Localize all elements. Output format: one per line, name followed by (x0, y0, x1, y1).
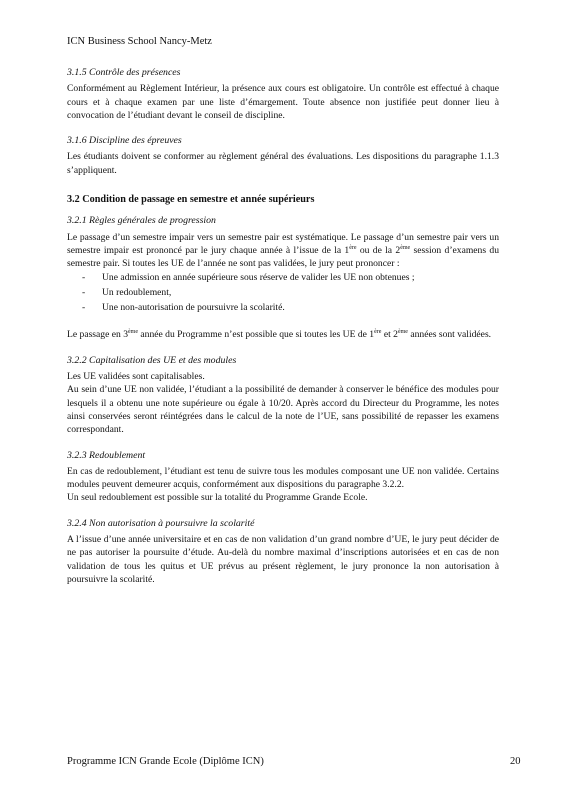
paragraph: A l’issue d’une année universitaire et en cas de non validation d’un grand nombre d’UE, le jury peut décider de ne pas autoriser la poursuite d’étude. Au-delà du nombre maximal d’inscriptions autorisées et en cas de non validation de tous les quitus et UE prévus au présent règlement, le jury prononce la non autorisation à poursuivre la scolarité. (67, 534, 499, 585)
section-title-3-1-5: 3.1.5 Contrôle des présences (67, 67, 181, 78)
section-title-3-2-3: 3.2.3 Redoublement (67, 449, 146, 461)
section-title-3-2: 3.2 Condition de passage en semestre et année supérieurs (67, 194, 315, 206)
paragraph: Le passage en 3ème année du Programme n’est possible que si toutes les UE de 1ère et 2ème années sont validées. (67, 329, 492, 341)
paragraph: Au sein d’une UE non validée, l’étudiant a la possibilité de demander à conserver le bénéfice des modules pour lesquels il a obtenu une note supérieure ou égale à 10/20. Après accord du Directeur du Programme, les notes ainsi conservées seront réintégrées dans le calcul de la note de l’UE, sans possibilité de repasser les examens correspondant. (67, 384, 499, 436)
list-item: - Une admission en année supérieure sous réserve de valider les UE non obtenues ; (82, 271, 499, 284)
section-title-3-2-4: 3.2.4 Non autorisation à poursuivre la scolarité (67, 517, 255, 529)
section-title-3-2-2: 3.2.2 Capitalisation des UE et des modules (67, 354, 237, 366)
list-item: - Une non-autorisation de poursuivre la scolarité. (82, 301, 499, 314)
paragraph: Les UE validées sont capitalisables. (67, 371, 205, 383)
page-content (67, 66, 499, 586)
paragraph: Les étudiants doivent se conformer au règlement général des évaluations. Les dispositions du paragraphe 1.1.3 s’appliquent. (67, 151, 499, 176)
section-title-3-1-6: 3.1.6 Discipline des épreuves (67, 135, 182, 147)
page-header: ICN Business School Nancy-Metz (67, 36, 212, 47)
paragraph: Le passage d’un semestre impair vers un semestre pair est systématique. Le passage d’un semestre pair vers un semestre impair est prononcé par le jury chaque année à l’issue de la 1ère ou de la 2ème session d’examens du semestre pair. Si toutes les UE de l’année ne sont pas validées, le jury peut prononcer : (67, 231, 499, 270)
list-item: - Un redoublement, (82, 286, 499, 299)
paragraph: Un seul redoublement est possible sur la totalité du Programme Grande Ecole. (67, 492, 368, 504)
progression-options-list (67, 271, 499, 315)
section-title-3-2-1: 3.2.1 Règles générales de progression (67, 215, 216, 227)
page-footer-title: Programme ICN Grande Ecole (Diplôme ICN) (67, 756, 264, 767)
paragraph: Conformément au Règlement Intérieur, la présence aux cours est obligatoire. Un contrôle est effectué à chaque cours et à chaque examen par une liste d’émargement. Toute absence non justifiée peut donner lieu à convocation de l’étudiant devant le conseil de discipline. (67, 83, 499, 121)
page-number: 20 (510, 756, 521, 767)
paragraph: En cas de redoublement, l’étudiant est tenu de suivre tous les modules composant une UE non validée. Certains modules peuvent demeurer acquis, conformément aux dispositions du paragraphe 3.2.2. (67, 465, 499, 491)
